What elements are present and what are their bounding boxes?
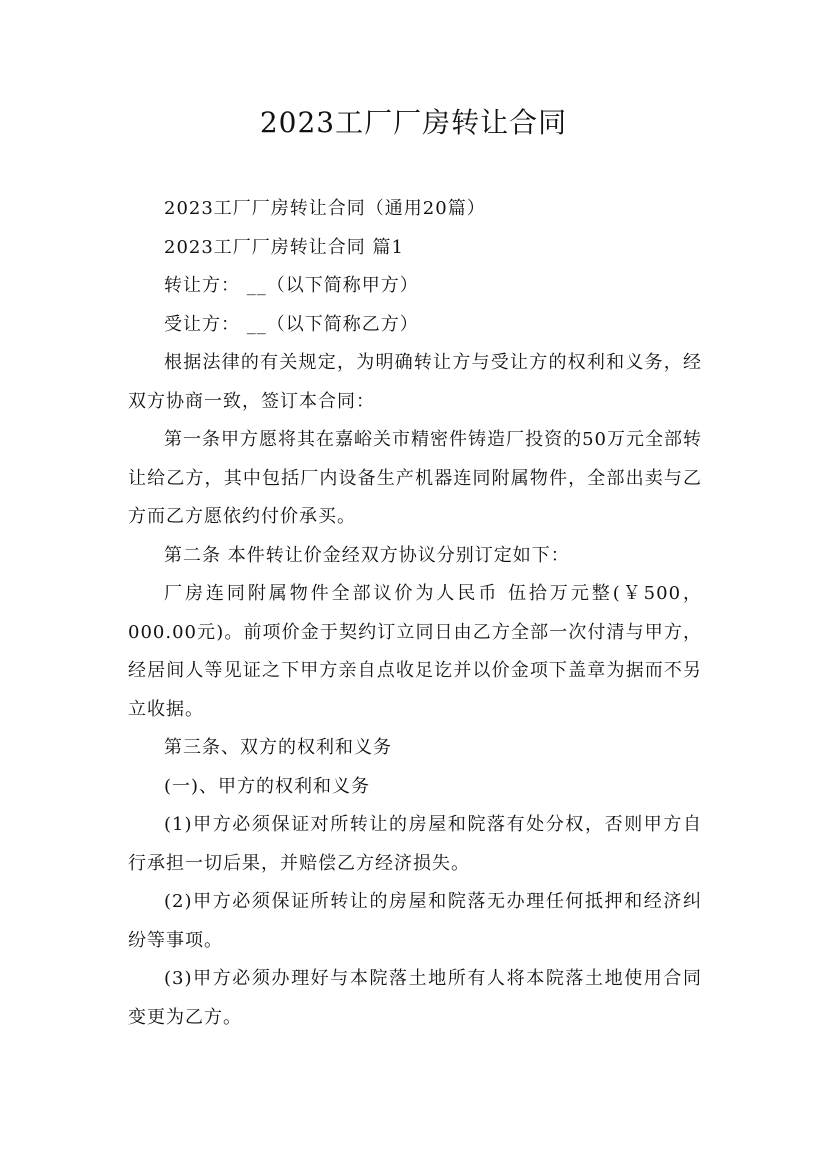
paragraph-transferee: 受让方： __（以下简称乙方） [164,313,419,335]
paragraph-section-heading: 2023工厂厂房转让合同 篇1 [164,236,404,258]
document-body [128,190,702,1037]
paragraph-clause-2: (2)甲方必须保证所转让的房屋和院落无办理任何抵押和经济纠纷等事项。 [128,891,702,951]
paragraph-transferor: 转让方： __（以下简称甲方） [164,275,419,296]
paragraph-clause-3: (3)甲方必须办理好与本院落土地所有人将本院落土地使用合同变更为乙方。 [128,968,702,1028]
paragraph-preamble: 根据法律的有关规定，为明确转让方与受让方的权利和义务，经双方协商一致，签订本合同： [128,352,702,412]
document-title: 2023工厂厂房转让合同 [259,106,568,139]
paragraph-article-1: 第一条甲方愿将其在嘉峪关市精密件铸造厂投资的50万元全部转让给乙方，其中包括厂内设备生产机器连同附属物件，全部出卖与乙方而乙方愿依约付价承买。 [128,429,702,527]
paragraph-price: 厂房连同附属物件全部议价为人民币 伍拾万元整(￥500，000.00元)。前项价金于契约订立同日由乙方全部一次付清与甲方，经居间人等见证之下甲方亲自点收足讫并以价金项下盖章为据而不另立收据。 [128,583,702,720]
paragraph-subtitle: 2023工厂厂房转让合同（通用20篇） [164,198,486,219]
paragraph-article-2: 第二条 本件转让价金经双方协议分别订定如下： [164,544,570,566]
paragraph-party-a-heading: (一)、甲方的权利和义务 [164,775,371,797]
paragraph-article-3: 第三条、双方的权利和义务 [164,737,392,758]
paragraph-clause-1: (1)甲方必须保证对所转让的房屋和院落有处分权，否则甲方自行承担一切后果，并赔偿乙方经济损失。 [128,814,702,874]
